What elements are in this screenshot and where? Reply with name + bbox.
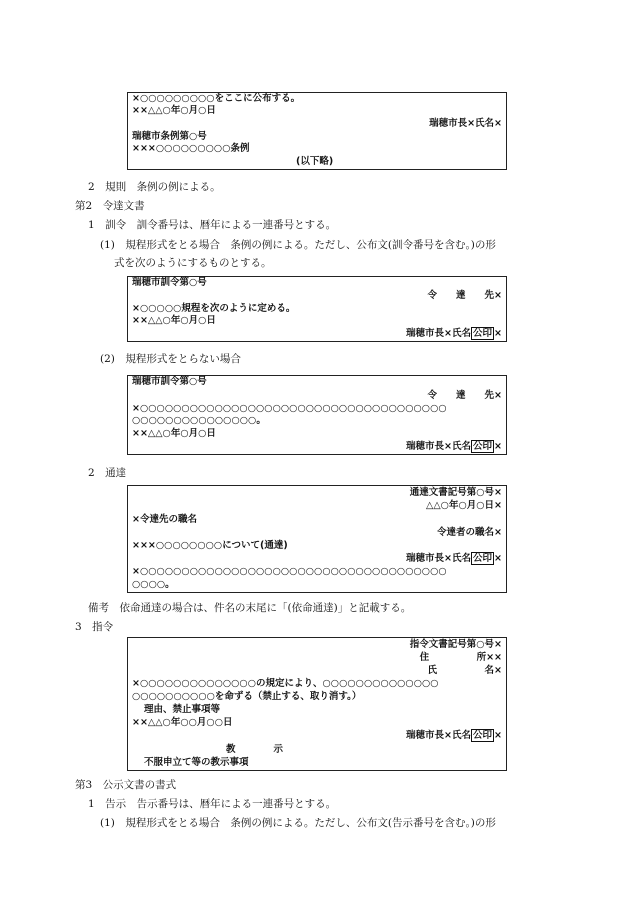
box5-appeal: 不服申立て等の教示事項 bbox=[144, 757, 249, 768]
box4-signer: 瑞穂市長×氏名 bbox=[406, 553, 472, 564]
box4-body2: ○○○○。 bbox=[132, 579, 175, 590]
box1-omission: (以下略) bbox=[296, 156, 334, 167]
box2-body: ×○○○○○規程を次のように定める。 bbox=[132, 303, 296, 314]
box3-tail: × bbox=[494, 441, 502, 452]
box3-signature bbox=[406, 441, 502, 453]
official-seal: 公印 bbox=[473, 441, 493, 452]
box2-signature bbox=[406, 328, 502, 340]
section2-title: 第2 令達文書 bbox=[75, 200, 145, 212]
box3-dest: 令 達 先× bbox=[427, 390, 502, 401]
box3-date: ××△△○年○月○日 bbox=[132, 428, 216, 439]
box2-signer: 瑞穂市長×氏名 bbox=[406, 328, 472, 339]
box5-signer: 瑞穂市長×氏名 bbox=[406, 730, 472, 741]
remark: 備考 依命通達の場合は、件名の末尾に「(依命通達)」と記載する。 bbox=[88, 602, 412, 614]
box4-sender: 令達者の職名× bbox=[437, 527, 502, 538]
box3-body2: ○○○○○○○○○○○○○○○。 bbox=[132, 415, 266, 426]
box1-signer: 瑞穂市長×氏名× bbox=[429, 118, 502, 129]
box1-line5: ×××○○○○○○○○○条例 bbox=[132, 143, 250, 154]
section2-3: 3 指令 bbox=[75, 621, 114, 633]
box5-body2: ○○○○○○○○○○を命ずる（禁止する、取り消す。） bbox=[132, 691, 362, 702]
box2-date: ××△△○年○月○日 bbox=[132, 315, 216, 326]
box4-tail: × bbox=[494, 553, 502, 564]
section2-1: 1 訓令 訓令番号は、暦年による一連番号とする。 bbox=[88, 219, 337, 231]
box5-address: 住 所×× bbox=[419, 652, 502, 663]
section2-1-1b: 式を次のようにするものとする。 bbox=[114, 257, 272, 269]
box4-docdate: △△○年○月○日× bbox=[426, 500, 502, 511]
official-seal: 公印 bbox=[473, 553, 493, 564]
section3-1: 1 告示 告示番号は、暦年による一連番号とする。 bbox=[88, 798, 337, 810]
box3-signer: 瑞穂市長×氏名 bbox=[406, 441, 472, 452]
box2-dest: 令 達 先× bbox=[427, 290, 502, 301]
box4-recipient: ×令達先の職名 bbox=[132, 514, 197, 525]
section3-title: 第3 公示文書の書式 bbox=[75, 779, 177, 791]
box3-body1: ×○○○○○○○○○○○○○○○○○○○○○○○○○○○○○○○○○○○○○ bbox=[132, 403, 447, 414]
box4-signature bbox=[406, 553, 502, 565]
box4-body1: ×○○○○○○○○○○○○○○○○○○○○○○○○○○○○○○○○○○○○○ bbox=[132, 566, 447, 577]
box5-signature bbox=[406, 730, 502, 742]
box5-reason: 理由、禁止事項等 bbox=[144, 704, 221, 715]
section2-1-1a: (1) 規程形式をとる場合 条例の例による。ただし、公布文(訓令番号を含む。)の形 bbox=[100, 239, 496, 251]
box5-body1: ×○○○○○○○○○○○○○○の規定により、○○○○○○○○○○○○○○ bbox=[132, 678, 439, 689]
box5-docnum: 指令文書記号第○号× bbox=[409, 639, 502, 650]
box5-teaching: 教 示 bbox=[226, 744, 284, 755]
box1-line2: ××△△○年○月○日 bbox=[132, 105, 216, 116]
box2-tail: × bbox=[494, 328, 502, 339]
section3-1-1: (1) 規程形式をとる場合 条例の例による。ただし、公布文(告示番号を含む。)の形 bbox=[100, 817, 496, 829]
official-seal: 公印 bbox=[473, 730, 493, 741]
box4-docnum: 通達文書記号第○号× bbox=[409, 487, 502, 498]
box5-tail: × bbox=[494, 730, 502, 741]
section2-1-2: (2) 規程形式をとらない場合 bbox=[100, 353, 241, 365]
box4-subject: ×××○○○○○○○○について(通達) bbox=[132, 540, 288, 551]
rule-line: 2 規則 条例の例による。 bbox=[88, 181, 221, 193]
box5-date: ××△△○年○○月○○日 bbox=[132, 717, 233, 728]
section2-2: 2 通達 bbox=[88, 467, 127, 479]
box2-number: 瑞穂市訓令第○号 bbox=[132, 277, 207, 288]
box5-name: 氏 名× bbox=[427, 665, 502, 676]
official-seal: 公印 bbox=[473, 328, 493, 339]
box1-line4: 瑞穂市条例第○号 bbox=[132, 131, 207, 142]
box1-line1: ×○○○○○○○○○をここに公布する。 bbox=[132, 93, 301, 104]
box3-number: 瑞穂市訓令第○号 bbox=[132, 376, 207, 387]
